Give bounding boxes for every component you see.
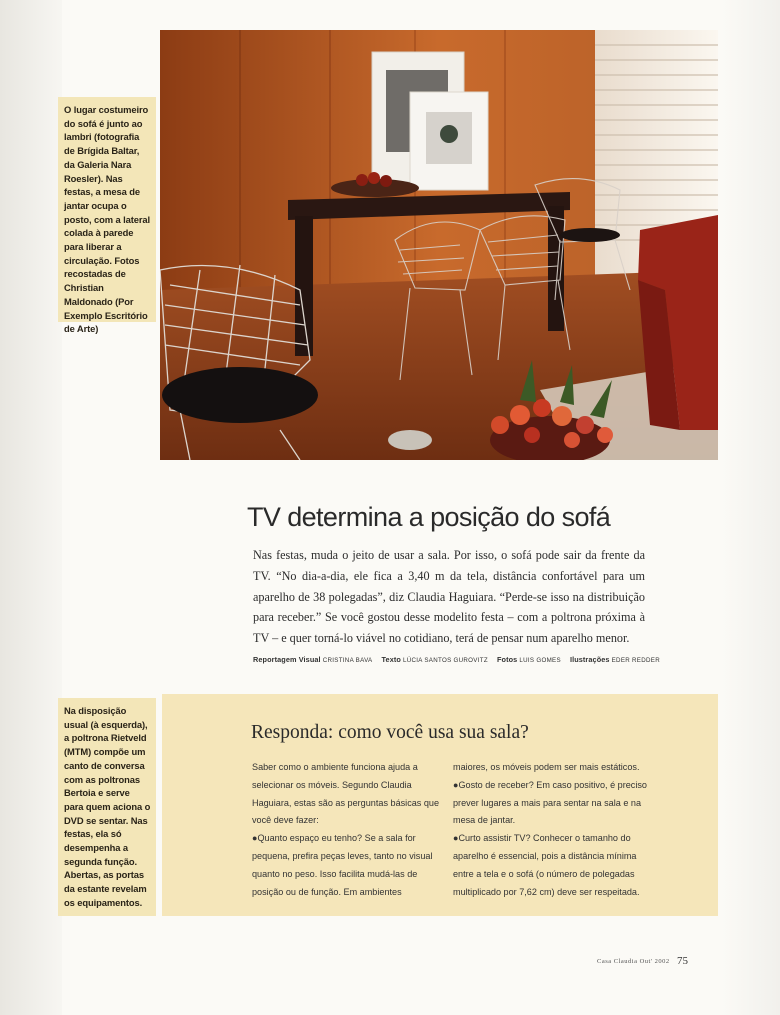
page-edge: [722, 0, 780, 1015]
side-caption-box: [58, 698, 156, 916]
credit-texto-label: Texto: [381, 655, 401, 664]
page-number: 75: [677, 955, 688, 967]
sidebar-question-1: [252, 830, 442, 901]
sidebar-question-1-text: Quanto espaço eu tenho? Se a sala for pequena, prefira peças leves, tanto no visual quanto no peso. Isso facilita mudá-las de posição ou de função. Em ambientes: [252, 833, 433, 897]
photo-caption-box: [58, 97, 156, 335]
folio: Casa Claudia Out' 2002: [597, 958, 670, 965]
bullet-icon: ●: [453, 833, 459, 844]
credits-line: [253, 655, 660, 664]
sidebar-column-2: [453, 759, 648, 901]
sidebar-question-3-text: Curto assistir TV? Conhecer o tamanho do aparelho é essencial, pois a distância mínima entre a tela e o sofá (o número de polegadas multiplicado por 7,62 cm) deve ser respeitada.: [453, 833, 640, 897]
sidebar-title: Responda: como você usa sua sala?: [251, 722, 529, 743]
article-headline: TV determina a posição do sofá: [247, 502, 611, 532]
credit-fotos-name: LUIS GOMES: [519, 657, 561, 664]
credit-reportagem-label: Reportagem Visual: [253, 655, 321, 664]
side-caption: Na disposição usual (à esquerda), a poltrona Rietveld (MTM) compõe um canto de conversa com as poltronas Bertoia e serve para quem aciona o DVD se sentar. Nas festas, ela só desempenha a segunda função. Abertas, as portas da estante revelam os equipamentos.: [64, 705, 151, 908]
sidebar-question-2-text: Gosto de receber? Em caso positivo, é preciso prever lugares a mais para sentar na sala e na mesa de jantar.: [453, 779, 647, 826]
sidebar-question-2: [453, 777, 648, 830]
credit-fotos-label: Fotos: [496, 655, 518, 664]
room-photo: [160, 30, 718, 460]
bullet-icon: ●: [453, 779, 459, 790]
sidebar-column-1: [252, 759, 442, 901]
credit-ilustracoes-name: EDER REDDER: [611, 657, 660, 664]
sidebar-continuation: maiores, os móveis podem ser mais estáticos.: [453, 762, 640, 772]
bullet-icon: ●: [252, 833, 258, 844]
page-gutter: [0, 0, 62, 1015]
credit-texto-name: LÚCIA SANTOS GUROVITZ: [402, 657, 488, 664]
sidebar-question-3: [453, 830, 648, 901]
article-body: Nas festas, muda o jeito de usar a sala. Por isso, o sofá pode sair da frente da TV. “No dia-a-dia, ele fica a 3,40 m da tela, distância confortável para um aparelho de 38 polegadas”, diz Claudia Haguiara. “Perde-se isso na distribuição para receber.” Se você gostou desse modelito festa – com a poltrona próxima à TV – e quer torná-lo viável no cotidiano, terá de pensar num aparelho menor.: [253, 548, 645, 646]
credit-ilustracoes-label: Ilustrações: [569, 655, 610, 664]
credit-reportagem-name: CRISTINA BAVA: [322, 657, 373, 664]
sidebar-intro: Saber como o ambiente funciona ajuda a selecionar os móveis. Segundo Claudia Haguiara, estas são as perguntas básicas que você deve fazer:: [252, 762, 440, 826]
photo-caption: O lugar costumeiro do sofá é junto ao lambri (fotografia de Brígida Baltar, da Galeria Nara Roesler). Nas festas, a mesa de jantar ocupa o posto, com a lateral colada à parede para liberar a circulação. Fotos recostadas de Christian Maldonado (Por Exemplo Escritório de Arte): [64, 104, 151, 335]
